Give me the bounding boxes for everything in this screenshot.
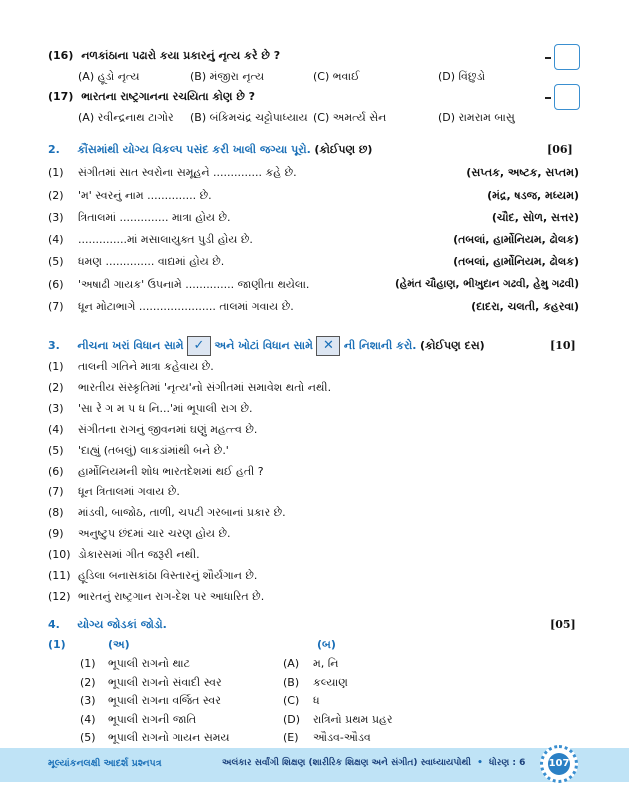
option-a: (A) હૂડો નૃત્ય: [78, 70, 140, 83]
fill-item: [48, 278, 64, 291]
footer-middle-text: અલંકાર સર્વાંગી શિક્ષણ (શારીરિક શિક્ષણ અને સંગીત) સ્વાધ્યાયપોથી: [222, 758, 471, 768]
match-a-number: (5): [80, 731, 96, 744]
match-b-text: ધ: [313, 694, 320, 707]
fill-item: [48, 211, 64, 224]
fill-item: [48, 300, 64, 313]
question-number: (16): [48, 49, 74, 62]
fill-item: [48, 255, 64, 268]
match-a-number: (1): [80, 657, 96, 670]
footer-std: ધોરણ : 6: [489, 758, 526, 768]
question-16: [48, 49, 280, 63]
match-b-text: કલ્યાણ: [313, 675, 348, 689]
option-b: (B) બંકિમચંદ્ર ચટ્ટોપાધ્યાય: [190, 111, 308, 124]
section-number: 3.: [48, 339, 60, 352]
statement-text: ડોકારસમાં ગીત જરૂરી નથી.: [78, 548, 200, 562]
statement-text: 'સા રે ગ મ પ ધ નિ...'માં ભૂપાલી રાગ છે.: [78, 401, 253, 415]
match-b-text: ઔડવ-ઔડવ: [313, 731, 371, 744]
question-text: ભારતના રાષ્ટ્રગાનના રચયિતા કોણ છે ?: [81, 90, 256, 103]
statement-text: માંડવી, બાજોઠ, તાળી, ચપટી ગરબાનાં પ્રકાર છે.: [78, 506, 286, 520]
statement-text: તાલની ગતિને માત્રા કહેવાય છે.: [78, 360, 214, 373]
option-d: (D) રામરામ બાસુ: [438, 111, 515, 124]
fill-item: [48, 189, 64, 202]
section-title: કૌંસમાંથી યોગ્ય વિકલ્પ પસંદ કરી ખાલી જગ્યા પૂરો.: [77, 143, 311, 156]
answer-box-16[interactable]: [554, 44, 580, 70]
statement-text: ભારતીય સંસ્કૃતિમાં 'નૃત્ય'નો સંગીતમાં સમાવેશ થતો નથી.: [78, 380, 332, 394]
answer-dash: [545, 97, 551, 99]
option-a: (A) રવીન્દ્રનાથ ટાગોર: [78, 111, 174, 124]
item-number: (4): [48, 233, 64, 246]
match-b-text: રાત્રિનો પ્રથમ પ્રહર: [313, 712, 393, 726]
statement-text: હૂડિલા બનાસકાંઠા વિસ્તારનું શૌર્યગાન છે.: [78, 569, 258, 582]
option-d: (D) વિંછુડો: [438, 70, 486, 83]
question-17: [48, 90, 255, 104]
fill-item-text: સંગીતમાં સાત સ્વરોના સમૂહને .............. કહે છે.: [78, 166, 297, 179]
statement-text: 'દાહ્યું (તબલું) લાકડાંમાંથી બને છે.': [78, 443, 229, 457]
item-number: (1): [48, 360, 64, 373]
option-c: (C) અમર્ત્ય સેન: [313, 111, 387, 124]
section-note: (કોઈપણ દસ): [419, 339, 485, 352]
statement-text: ભારતનું રાષ્ટ્રગાન રાગ-દેશ પર આધારિત છે.: [78, 589, 265, 603]
item-number: (6): [48, 464, 64, 478]
fill-item-choices: (દાદરા, ચલતી, કહરવા): [471, 300, 579, 313]
section-3-heading: [48, 336, 485, 356]
fill-item: [48, 166, 64, 179]
section-number: 4.: [48, 618, 60, 631]
fill-item-choices: (સપ્તક, અષ્ટક, સપ્તમ): [466, 166, 579, 179]
section-4-heading: [48, 618, 167, 632]
fill-item-choices: (તબલાં, હાર્મોનિયમ, ઢોલક): [453, 255, 579, 268]
option-b: (B) મંજીરા નૃત્ય: [190, 70, 265, 83]
item-number: (6): [48, 278, 64, 291]
section-marks: [10]: [550, 339, 576, 352]
match-b-letter: (C): [283, 694, 300, 707]
fill-item-text: ત્રિતાલમાં .............. માત્રા હોય છે.: [78, 211, 231, 224]
match-a-text: ભૂપાલી રાગનો સંવાદી સ્વર: [108, 675, 222, 689]
match-b-letter: (E): [283, 731, 299, 744]
item-number: (3): [48, 401, 64, 415]
column-a-header: (અ): [108, 638, 130, 651]
question-text: નળકાંઠાના પઢારો કયા પ્રકારનું નૃત્ય કરે છે ?: [81, 49, 281, 62]
answer-box-17[interactable]: [554, 84, 580, 110]
section-number: 2.: [48, 143, 60, 156]
match-a-number: (3): [80, 694, 96, 707]
statement-text: ધૂન ત્રિતાલમાં ગવાય છે.: [78, 485, 180, 499]
match-b-letter: (D): [283, 712, 301, 726]
section-note: (કોઈપણ છ): [314, 143, 373, 156]
item-number: (9): [48, 527, 64, 541]
item-number: (4): [48, 422, 64, 436]
match-a-number: (2): [80, 675, 96, 689]
match-a-text: ભૂપાલી રાગના વર્જિત સ્વર: [108, 694, 221, 707]
item-number: (12): [48, 589, 71, 603]
item-number: (2): [48, 189, 64, 202]
section-title-part: ની નિશાની કરો.: [343, 339, 417, 352]
match-a-number: (4): [80, 712, 96, 726]
option-c: (C) ભવાઈ: [313, 70, 360, 83]
match-a-text: ભૂપાલી રાગનો થાટ: [108, 657, 190, 670]
column-b-header: (બ): [317, 638, 336, 651]
section-2-heading: [48, 143, 372, 157]
statement-text: હાર્મોનિયમની શોધ ભારતદેશમાં થઈ હતી ?: [78, 464, 264, 478]
item-number: (8): [48, 506, 64, 520]
fill-item-choices: (હેમંત ચૌહાણ, ભીખુદાન ગઢવી, હેમુ ગઢવી): [394, 278, 579, 290]
page-number: 107: [548, 753, 570, 775]
section-title: યોગ્ય જોડકાં જોડો.: [77, 618, 167, 631]
item-number: (2): [48, 380, 64, 394]
match-b-letter: (B): [283, 675, 300, 689]
page-number-badge: [540, 745, 578, 783]
match-a-text: ભૂપાલી રાગની જાતિ: [108, 712, 197, 726]
match-b-text: મ, નિ: [313, 657, 339, 670]
fill-item: [48, 233, 64, 246]
fill-item-choices: (મંદ્ર, ષડજ, મધ્યમ): [487, 189, 579, 202]
statement-text: અનુષ્ટુપ છંદમાં ચાર ચરણ હોય છે.: [78, 527, 231, 541]
item-number: (5): [48, 255, 64, 268]
fill-item-text: ધૂન મોટાભાગે ...................... તાલમાં ગવાય છે.: [78, 300, 294, 313]
section-marks: [06]: [547, 143, 573, 156]
cross-mark-icon: ✕: [316, 336, 340, 356]
item-number: (7): [48, 300, 64, 313]
fill-item-text: 'અષાઢી ગાયક' ઉપનામે .............. જાણીતા થયેલા.: [78, 278, 310, 291]
item-number: (7): [48, 485, 64, 499]
fill-item-choices: (ચૌદ, સોળ, સત્તર): [491, 211, 579, 224]
bullet-icon: •: [477, 758, 483, 768]
item-number: (10): [48, 548, 71, 562]
statement-text: સંગીતના રાગનું જીવનમાં ઘણું મહત્ત્વ છે.: [78, 422, 258, 436]
item-number: (1): [48, 166, 64, 179]
section-marks: [05]: [550, 618, 576, 631]
item-number: (5): [48, 443, 64, 457]
footer-book-title: [222, 758, 525, 768]
section-title-part: નીચના ખરાં વિધાન સામે: [77, 339, 184, 352]
match-b-letter: (A): [283, 657, 300, 670]
question-number: (17): [48, 90, 74, 103]
check-mark-icon: ✓: [187, 336, 211, 356]
section-title-part: અને ખોટાં વિધાન સામે: [214, 339, 313, 352]
footer-left-title: મૂલ્યાંકનલક્ષી આદર્શ પ્રશ્નપત્ર: [48, 758, 162, 769]
fill-item-text: 'મ' સ્વરનું નામ .............. છે.: [78, 189, 212, 202]
fill-item-choices: (તબલાં, હાર્મોનિયમ, ઢોલક): [453, 233, 579, 246]
fill-item-text: ..............માં મસાલાયુક્ત પુડી હોય છે.: [78, 233, 253, 246]
item-number: (3): [48, 211, 64, 224]
item-number: (11): [48, 569, 71, 582]
match-sub-number: (1): [48, 638, 66, 651]
match-a-text: ભૂપાલી રાગનો ગાયન સમય: [108, 731, 230, 744]
answer-dash: [545, 57, 551, 59]
fill-item-text: ધમણ .............. વાદ્યમાં હોય છે.: [78, 255, 225, 268]
